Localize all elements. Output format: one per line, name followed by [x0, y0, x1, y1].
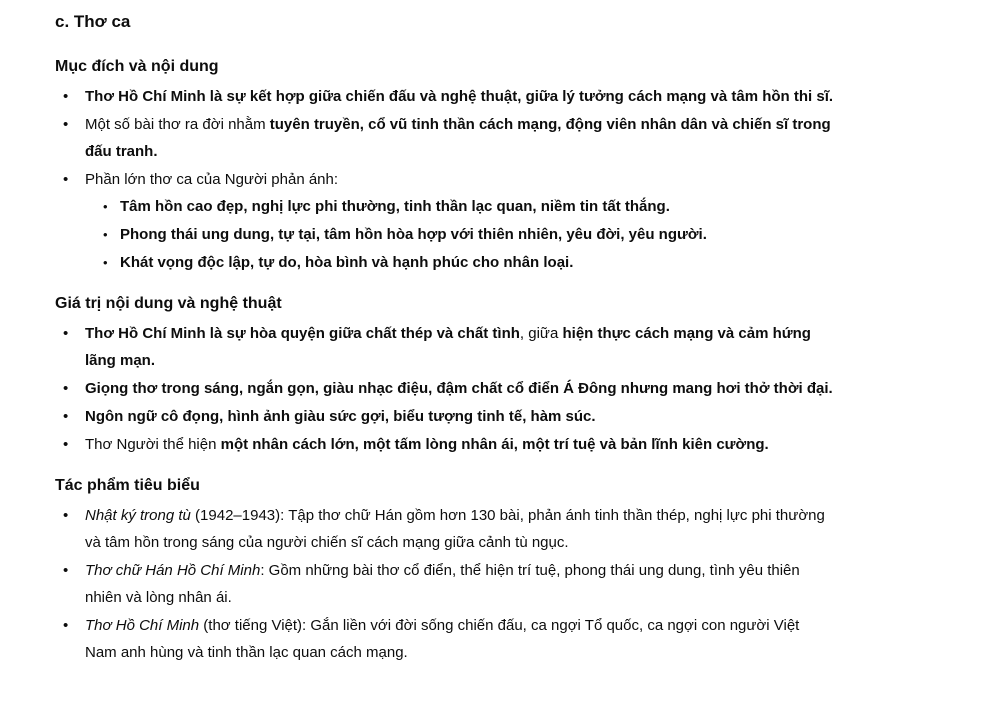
bullet-icon: • [63, 617, 69, 634]
text-segment: Phần lớn thơ ca của Người phản ánh: [85, 171, 339, 188]
bullet-icon: • [63, 116, 69, 133]
work-title: Thơ Hồ Chí Minh [85, 617, 200, 634]
list-item [55, 557, 835, 611]
bullet-icon: • [103, 199, 108, 214]
text-segment: tuyên truyền, cổ vũ tinh thần cách mạng, động viên nhân dân và chiến sĩ trong đấu tranh. [85, 116, 831, 160]
section-heading: Giá trị nội dung và nghệ thuật [55, 295, 282, 312]
list-item [55, 83, 835, 110]
page-title: c. Thơ ca [55, 12, 131, 31]
work-title: Thơ chữ Hán Hồ Chí Minh [85, 562, 261, 579]
list-item [55, 502, 835, 556]
text-segment: (1942–1943): Tập thơ chữ Hán gồm hơn 130 bài, phản ánh tinh thần thép, nghị lực phi thường và tâm hồn trong sáng của người chiến sĩ cách mạng giữa cảnh tù ngục. [85, 507, 825, 551]
bullet-text [85, 436, 769, 453]
bullet-text [85, 617, 799, 661]
bullet-text [85, 325, 811, 369]
text-segment: Phong thái ung dung, tự tại, tâm hồn hòa hợp với thiên nhiên, yêu đời, yêu người. [120, 226, 707, 243]
list-item [55, 612, 835, 666]
text-segment: (thơ tiếng Việt): Gắn liền với đời sống chiến đấu, ca ngợi Tổ quốc, ca ngợi con người Việt Nam anh hùng và tinh thần lạc quan cách mạng. [85, 617, 800, 661]
bullet-text [85, 507, 825, 551]
bullet-list [55, 83, 835, 276]
bullet-text [85, 408, 596, 425]
text-segment: Tâm hồn cao đẹp, nghị lực phi thường, tinh thần lạc quan, niềm tin tất thắng. [120, 198, 670, 215]
text-segment: Giọng thơ trong sáng, ngắn gọn, giàu nhạc điệu, đậm chất cổ điển Á Đông nhưng mang hơi thở thời đại. [85, 380, 833, 397]
list-item [55, 166, 835, 276]
text-segment: Ngôn ngữ cô đọng, hình ảnh giàu sức gợi, biểu tượng tinh tế, hàm súc. [85, 408, 596, 425]
section-gia-tri-noi-dung-va-nghe-thuat [55, 290, 933, 458]
list-item [55, 320, 835, 374]
list-item [55, 431, 835, 458]
list-item [103, 193, 835, 220]
section-heading: Tác phẩm tiêu biểu [55, 477, 200, 494]
bullet-text [120, 226, 707, 243]
text-segment: hiện thực cách mạng và cảm hứng lãng mạn. [85, 325, 811, 369]
section-heading: Mục đích và nội dung [55, 58, 219, 75]
text-segment: Một số bài thơ ra đời nhằm [85, 116, 270, 133]
list-item [103, 221, 835, 248]
bullet-list [55, 502, 835, 666]
work-title: Nhật ký trong tù [85, 507, 191, 524]
bullet-icon: • [103, 227, 108, 242]
text-segment: một nhân cách lớn, một tấm lòng nhân ái, một trí tuệ và bản lĩnh kiên cường. [220, 436, 769, 453]
text-segment: : Gồm những bài thơ cổ điển, thể hiện trí tuệ, phong thái ung dung, tình yêu thiên nhiên và lòng nhân ái. [85, 562, 800, 606]
list-item [103, 249, 835, 276]
bullet-icon: • [63, 380, 69, 397]
bullet-icon: • [63, 88, 69, 105]
bullet-text [120, 198, 670, 215]
sub-bullet-list [103, 193, 835, 276]
text-segment: Thơ Hồ Chí Minh là sự kết hợp giữa chiến đấu và nghệ thuật, giữa lý tưởng cách mạng và tâm hồn thi sĩ. [85, 88, 834, 105]
text-segment: Thơ Hồ Chí Minh là sự hòa quyện giữa chất thép và chất tình [85, 325, 520, 342]
section-muc-dich-va-noi-dung [55, 53, 933, 276]
bullet-text [85, 380, 833, 397]
bullet-icon: • [63, 408, 69, 425]
section-tac-pham-tieu-bieu [55, 472, 933, 666]
bullet-icon: • [63, 507, 69, 524]
list-item [55, 403, 835, 430]
list-item [55, 375, 835, 402]
bullet-icon: • [63, 436, 69, 453]
bullet-text [85, 88, 833, 105]
bullet-icon: • [103, 255, 108, 270]
bullet-icon: • [63, 562, 69, 579]
bullet-text [85, 562, 800, 606]
list-item [55, 111, 835, 165]
bullet-text [120, 254, 573, 271]
bullet-text [85, 171, 338, 188]
text-segment: Thơ Người thể hiện [85, 436, 221, 453]
bullet-icon: • [63, 325, 69, 342]
bullet-text [85, 116, 831, 160]
text-segment: Khát vọng độc lập, tự do, hòa bình và hạnh phúc cho nhân loại. [120, 254, 574, 271]
bullet-list [55, 320, 835, 458]
text-segment: , giữa [519, 325, 563, 342]
bullet-icon: • [63, 171, 69, 188]
